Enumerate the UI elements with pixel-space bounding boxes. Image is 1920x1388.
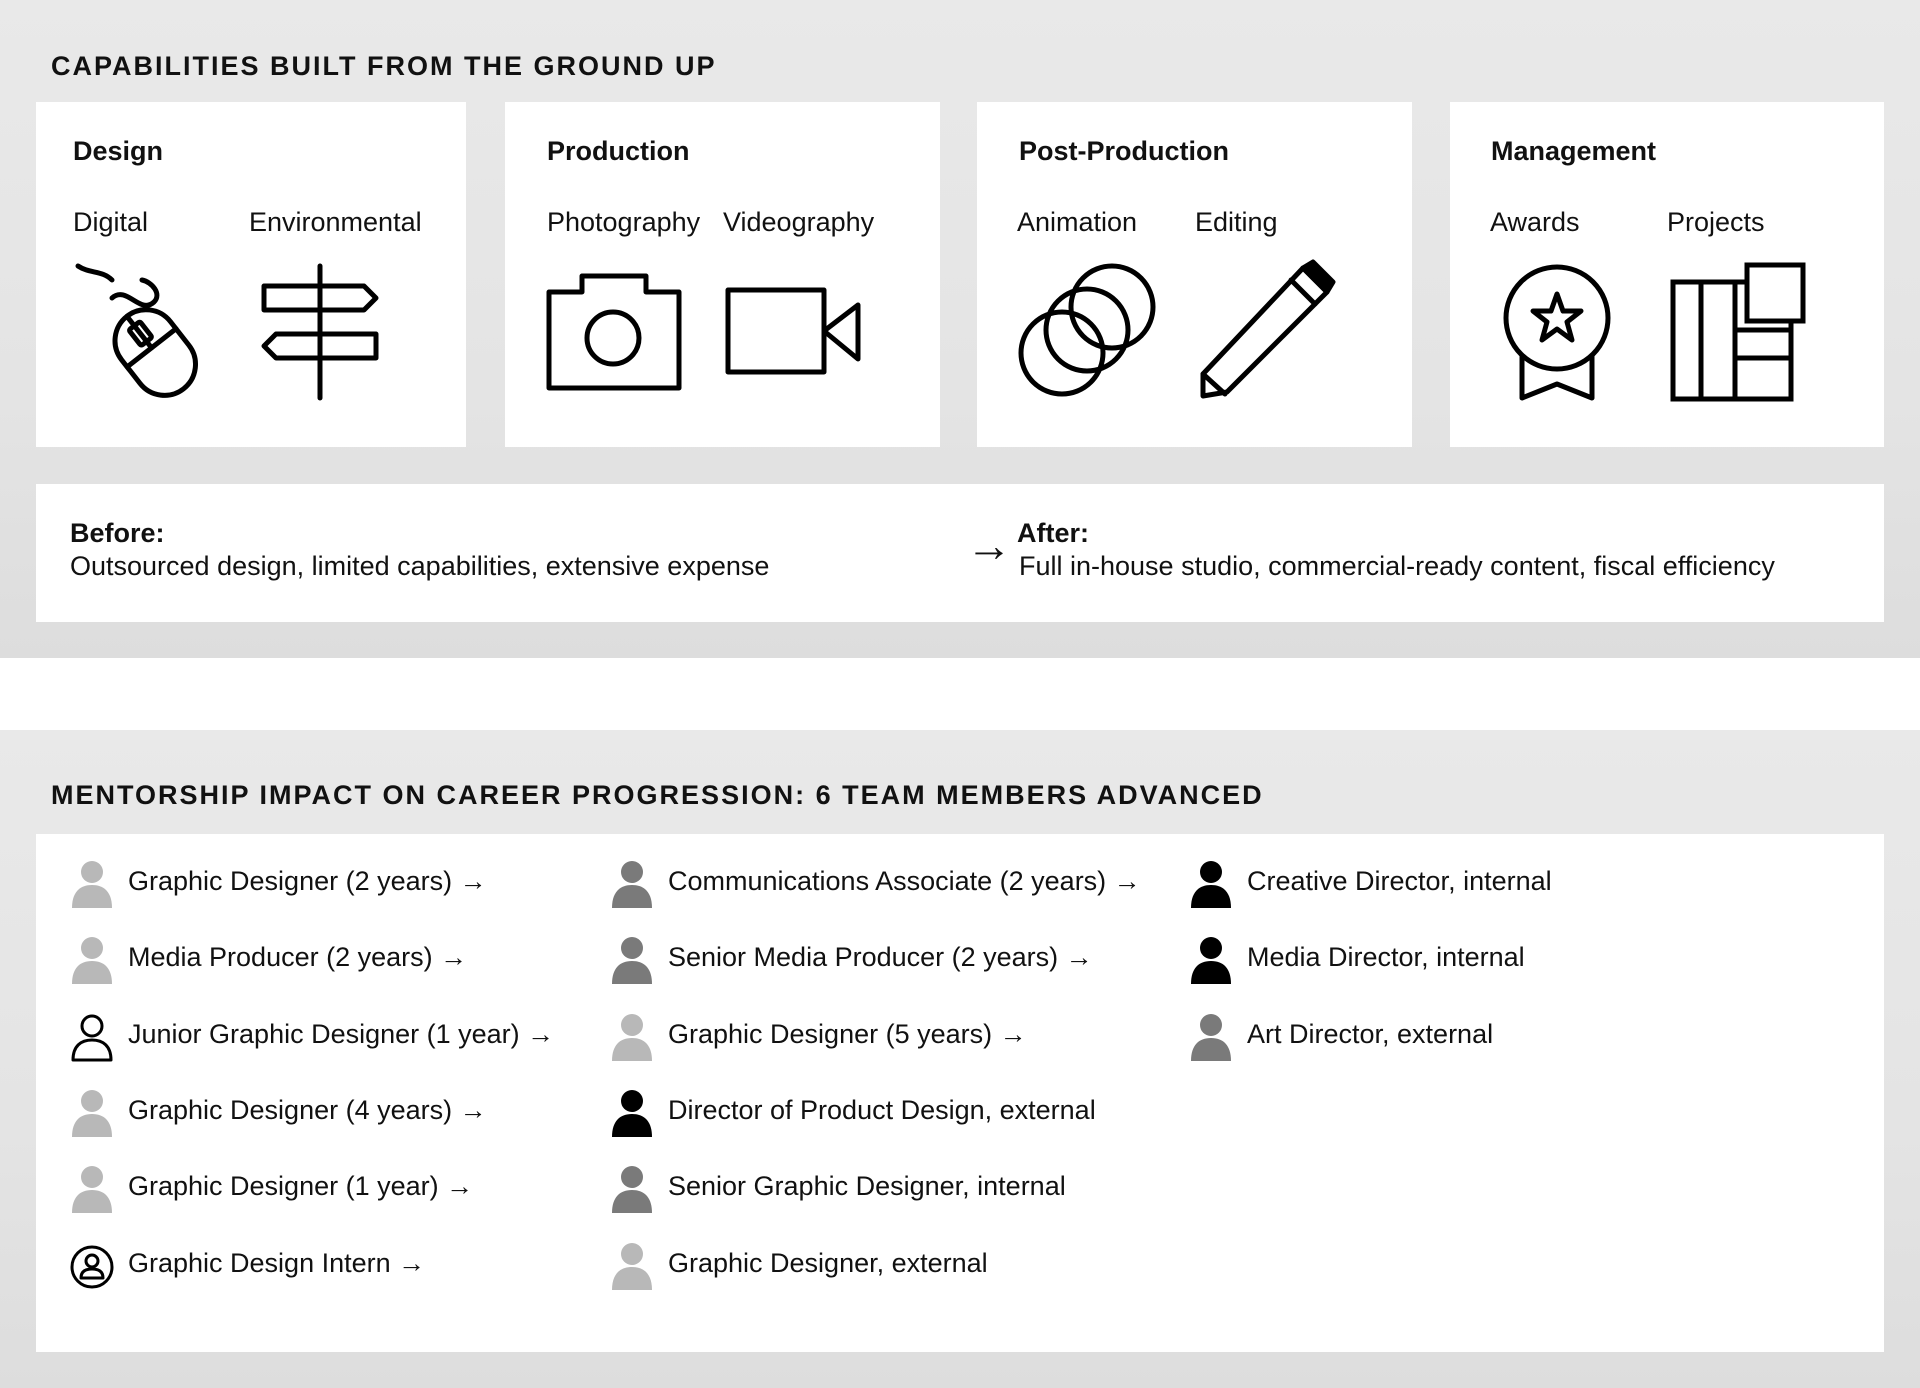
team-member-role: Senior Media Producer (2 years) → — [668, 942, 1093, 972]
capability-label-digital: Digital — [73, 207, 149, 237]
team-member-role: Communications Associate (2 years) → — [668, 866, 1141, 896]
person-icon — [610, 1165, 654, 1215]
before-label: Before: — [70, 518, 165, 548]
team-member-role: Graphic Designer (1 year) → — [128, 1171, 474, 1201]
pencil-icon — [1195, 260, 1335, 400]
card-post-production — [977, 102, 1412, 447]
layout-blocks-icon — [1670, 262, 1806, 402]
person-icon — [610, 1242, 654, 1292]
person-icon — [610, 1089, 654, 1139]
card-management — [1450, 102, 1884, 447]
after-text: Full in-house studio, commercial-ready content, fiscal efficiency — [1019, 551, 1775, 581]
person-outline-icon — [70, 1013, 114, 1063]
capabilities-panel — [0, 0, 1920, 658]
card-title: Post-Production — [1019, 136, 1229, 166]
person-icon — [1189, 1013, 1233, 1063]
after-label: After: — [1017, 518, 1089, 548]
capability-label-awards: Awards — [1490, 207, 1580, 237]
person-icon — [70, 936, 114, 986]
team-member-role: Media Director, internal — [1247, 942, 1525, 972]
person-icon — [610, 860, 654, 910]
person-icon — [70, 860, 114, 910]
card-title: Management — [1491, 136, 1657, 166]
team-member-role: Graphic Designer (2 years) → — [128, 866, 487, 896]
person-icon — [610, 1013, 654, 1063]
mentorship-card — [36, 834, 1884, 1352]
team-member-role: Creative Director, internal — [1247, 866, 1552, 896]
team-member-role: Senior Graphic Designer, internal — [668, 1171, 1066, 1201]
video-camera-icon — [725, 287, 861, 377]
team-member-role: Graphic Design Intern → — [128, 1248, 426, 1278]
card-title: Design — [73, 136, 164, 166]
team-member-role: Graphic Designer (4 years) → — [128, 1095, 487, 1125]
right-arrow-icon: → — [966, 519, 1012, 571]
before-text: Outsourced design, limited capabilities, extensive expense — [70, 551, 770, 581]
team-member-role: Junior Graphic Designer (1 year) → — [128, 1019, 555, 1049]
camera-icon — [546, 272, 682, 392]
capabilities-title: CAPABILITIES BUILT FROM THE GROUND UP — [51, 51, 717, 81]
team-member-role: Graphic Designer, external — [668, 1248, 988, 1278]
card-design — [36, 102, 466, 447]
mentorship-title: MENTORSHIP IMPACT ON CAREER PROGRESSION: 6 TEAM MEMBERS ADVANCED — [51, 780, 1264, 810]
capability-label-environmental: Environmental — [249, 207, 422, 237]
capability-label-videography: Videography — [723, 207, 875, 237]
person-circle-icon — [70, 1242, 114, 1292]
mentorship-panel — [0, 730, 1920, 1388]
before-after-box — [36, 484, 1884, 622]
award-ribbon-icon — [1502, 264, 1612, 400]
card-production — [505, 102, 940, 447]
signpost-icon — [256, 260, 386, 400]
mouse-icon — [72, 260, 212, 400]
person-icon — [1189, 936, 1233, 986]
capability-label-photography: Photography — [547, 207, 701, 237]
overlapping-circles-icon — [1017, 260, 1157, 400]
person-icon — [610, 936, 654, 986]
person-icon — [70, 1089, 114, 1139]
team-member-role: Director of Product Design, external — [668, 1095, 1096, 1125]
person-icon — [70, 1165, 114, 1215]
card-title: Production — [547, 136, 690, 166]
capability-label-editing: Editing — [1195, 207, 1278, 237]
team-member-role: Graphic Designer (5 years) → — [668, 1019, 1027, 1049]
capability-label-projects: Projects — [1667, 207, 1765, 237]
capability-label-animation: Animation — [1017, 207, 1138, 237]
team-member-role: Media Producer (2 years) → — [128, 942, 468, 972]
person-icon — [1189, 860, 1233, 910]
team-member-role: Art Director, external — [1247, 1019, 1494, 1049]
